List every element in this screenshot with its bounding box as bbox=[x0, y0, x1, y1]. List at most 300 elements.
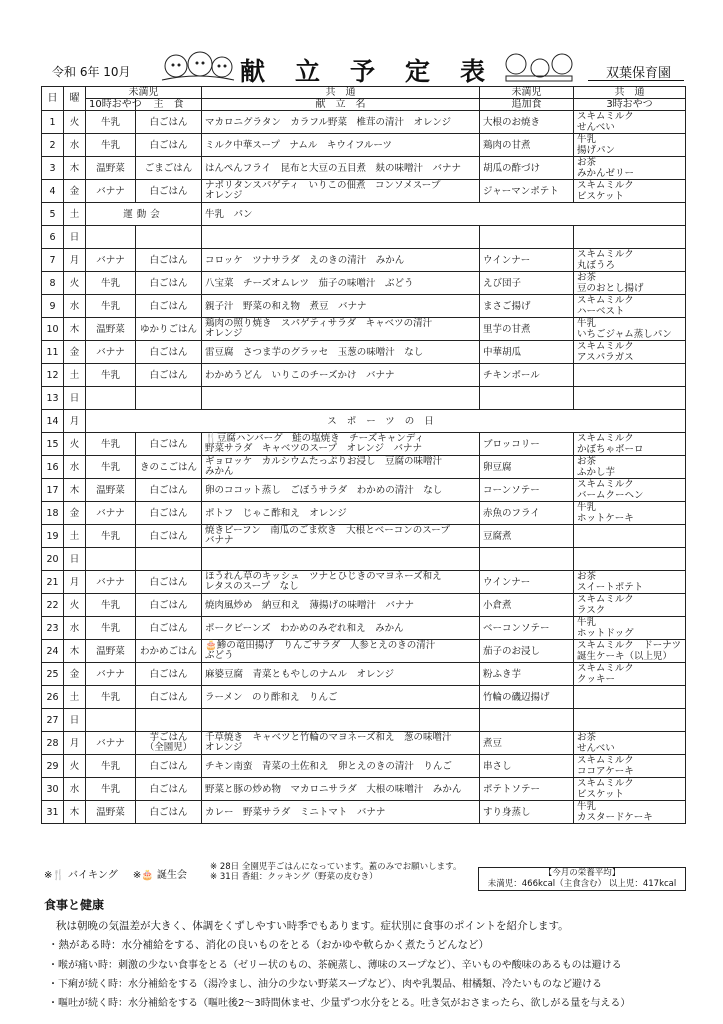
extra-food: 煮豆 bbox=[480, 732, 574, 755]
snack3 bbox=[574, 180, 686, 203]
weekday: 木 bbox=[64, 318, 86, 341]
menu-line: オレンジ bbox=[205, 328, 243, 339]
weekday: 水 bbox=[64, 295, 86, 318]
extra-food: 豆腐煮 bbox=[480, 525, 574, 548]
menu-row bbox=[42, 801, 686, 824]
snack3 bbox=[574, 456, 686, 479]
divider bbox=[588, 80, 684, 81]
menu-line: 雷豆腐 さつま芋のグラッセ 玉葱の味噌汁 なし bbox=[205, 346, 424, 358]
staple-text: 白ごはん bbox=[149, 507, 188, 519]
snack3 bbox=[574, 111, 686, 134]
extra-food: 赤魚のフライ bbox=[480, 502, 574, 525]
menu-row bbox=[42, 410, 686, 433]
snack3-food: 丸ぼうろ bbox=[577, 260, 616, 271]
staple-text: 白ごはん bbox=[149, 760, 188, 772]
snack3-drink: お茶 bbox=[577, 272, 597, 283]
snack3 bbox=[574, 387, 686, 410]
extra-food bbox=[480, 548, 574, 571]
staple bbox=[136, 548, 202, 571]
menu-line: 麻婆豆腐 青菜ともやしのナムル オレンジ bbox=[205, 668, 395, 680]
col-day: 日 bbox=[42, 87, 64, 111]
weekday: 水 bbox=[64, 778, 86, 801]
snack10: バナナ bbox=[86, 732, 136, 755]
snack3-drink: お茶 bbox=[577, 571, 597, 582]
extra-food: 大根のお焼き bbox=[480, 111, 574, 134]
menu-name bbox=[202, 502, 480, 525]
health-intro: 秋は朝晩の気温差が大きく、体調をくずしやすい時季でもあります。症状別に食事のポイントを紹介します。 bbox=[56, 920, 569, 932]
staple-text: 白ごはん bbox=[149, 783, 188, 795]
snack3-food: アスパラガス bbox=[577, 352, 634, 363]
day-number: 26 bbox=[42, 686, 64, 709]
menu-line: コロッケ ツナサラダ えのきの清汁 みかん bbox=[205, 254, 405, 266]
event-label: 運動会 bbox=[86, 203, 202, 226]
snack3 bbox=[574, 640, 686, 663]
menu-line: カレー 野菜サラダ ミニトマト バナナ bbox=[205, 806, 386, 818]
menu-row bbox=[42, 617, 686, 640]
staple-text: 白ごはん bbox=[149, 116, 188, 128]
snack10 bbox=[86, 226, 136, 249]
menu-row bbox=[42, 594, 686, 617]
staple bbox=[136, 801, 202, 824]
snack3-food: かぼちゃボーロ bbox=[577, 444, 644, 455]
menu-line: はんぺんフライ 昆布と大豆の五目煮 麸の味噌汁 バナナ bbox=[205, 162, 462, 174]
col-extra: 追加食 bbox=[480, 99, 574, 111]
weekday: 水 bbox=[64, 134, 86, 157]
snack3 bbox=[574, 502, 686, 525]
legend-viking: バイキング bbox=[68, 870, 118, 881]
page-title: 献立予定表 bbox=[240, 57, 516, 86]
menu-row bbox=[42, 571, 686, 594]
day-number: 20 bbox=[42, 548, 64, 571]
col-snack3: 3時おやつ bbox=[574, 99, 686, 111]
staple-text: 白ごはん bbox=[149, 576, 188, 588]
staple bbox=[136, 686, 202, 709]
snack3-drink: スキムミルク bbox=[577, 180, 634, 191]
weekday: 火 bbox=[64, 272, 86, 295]
col-common2: 共 通 bbox=[574, 87, 686, 99]
weekday: 火 bbox=[64, 594, 86, 617]
menu-line: チキン南蛮 青菜の土佐和え 卵とえのきの清汁 りんご bbox=[205, 760, 452, 772]
snack3 bbox=[574, 433, 686, 456]
snack3-food: ラスク bbox=[577, 605, 606, 616]
snack10: バナナ bbox=[86, 249, 136, 272]
col-weekday: 曜 bbox=[64, 87, 86, 111]
health-heading: 食事と健康 bbox=[44, 898, 105, 912]
menu-name bbox=[202, 387, 480, 410]
weekday: 金 bbox=[64, 341, 86, 364]
weekday: 月 bbox=[64, 410, 86, 433]
menu-row bbox=[42, 272, 686, 295]
extra-food: 串さし bbox=[480, 755, 574, 778]
snack3-drink: スキムミルク bbox=[577, 295, 634, 306]
menu-line: 鯵の竜田揚げ りんごサラダ 人参とえのきの清汁 bbox=[216, 639, 436, 651]
day-number: 6 bbox=[42, 226, 64, 249]
snack3-drink: 牛乳 bbox=[577, 318, 597, 329]
weekday: 月 bbox=[64, 732, 86, 755]
weekday: 金 bbox=[64, 502, 86, 525]
menu-name bbox=[202, 433, 480, 456]
cake-icon: 🎂 bbox=[205, 639, 217, 651]
snack3-drink: スキムミルク ドーナツ bbox=[577, 640, 682, 651]
extra-food: まさご揚げ bbox=[480, 295, 574, 318]
staple bbox=[136, 111, 202, 134]
staple-text: 白ごはん bbox=[149, 599, 188, 611]
menu-line: 豆腐ハンバーグ 鮭の塩焼き チーズキャンディ bbox=[216, 432, 424, 444]
snack3-drink: 牛乳 bbox=[577, 502, 597, 513]
staple bbox=[136, 732, 202, 755]
day-number: 10 bbox=[42, 318, 64, 341]
snack3-drink: 牛乳 bbox=[577, 134, 597, 145]
menu-name bbox=[202, 755, 480, 778]
snack3 bbox=[574, 479, 686, 502]
menu-line: オレンジ bbox=[205, 190, 243, 201]
snack3 bbox=[574, 686, 686, 709]
menu-line: オレンジ bbox=[205, 742, 243, 753]
staple-text: 白ごはん bbox=[149, 369, 188, 381]
snack3 bbox=[574, 525, 686, 548]
menu-line: 千草焼き キャベツと竹輪のマヨネーズ和え 葱の味噌汁 bbox=[205, 731, 452, 743]
health-item-2: ・喉が痛い時：刺激の少ない食事をとる（ゼリー状のもの、茶碗蒸し、薄味のスープなど）、辛いものや酸味のあるものは避ける bbox=[48, 960, 622, 971]
snack3-food: クッキー bbox=[577, 674, 616, 685]
menu-row bbox=[42, 341, 686, 364]
snack10: 牛乳 bbox=[86, 433, 136, 456]
staple-text: 白ごはん bbox=[149, 139, 188, 151]
staple bbox=[136, 778, 202, 801]
extra-food: 竹輪の磯辺揚げ bbox=[480, 686, 574, 709]
snack3-drink: お茶 bbox=[577, 732, 597, 743]
staple bbox=[136, 364, 202, 387]
extra-food: 粉ふき芋 bbox=[480, 663, 574, 686]
staple-text: 白ごはん bbox=[149, 622, 188, 634]
staple bbox=[136, 433, 202, 456]
day-number: 30 bbox=[42, 778, 64, 801]
menu-name bbox=[202, 318, 480, 341]
snack3 bbox=[574, 594, 686, 617]
menu-name bbox=[202, 525, 480, 548]
snack10: バナナ bbox=[86, 663, 136, 686]
snack3 bbox=[574, 157, 686, 180]
snack3-food: ふかし芋 bbox=[577, 467, 616, 478]
menu-line: ほうれん草のキッシュ ツナとひじきのマヨネーズ和え bbox=[205, 570, 442, 582]
snack3-food: せんべい bbox=[577, 743, 615, 754]
menu-name: 牛乳 パン bbox=[202, 203, 686, 226]
day-number: 5 bbox=[42, 203, 64, 226]
weekday: 月 bbox=[64, 249, 86, 272]
snack10: 牛乳 bbox=[86, 364, 136, 387]
staple-text: きのこごはん bbox=[139, 461, 197, 473]
menu-name bbox=[202, 111, 480, 134]
menu-row bbox=[42, 387, 686, 410]
weekday: 日 bbox=[64, 709, 86, 732]
viking-icon: ※🍴 bbox=[44, 870, 65, 881]
snack10: 牛乳 bbox=[86, 456, 136, 479]
col-snack10: 10時おやつ bbox=[86, 99, 136, 111]
snack10 bbox=[86, 709, 136, 732]
extra-food: 中華胡瓜 bbox=[480, 341, 574, 364]
snack10: 温野菜 bbox=[86, 479, 136, 502]
snack10: 牛乳 bbox=[86, 295, 136, 318]
snack3-food: せんべい bbox=[577, 122, 615, 133]
menu-line: ラーメン のり酢和え りんご bbox=[205, 691, 338, 703]
extra-food: ジャーマンポテト bbox=[480, 180, 574, 203]
snack3-drink: スキムミルク bbox=[577, 341, 634, 352]
day-number: 21 bbox=[42, 571, 64, 594]
col-menu-name: 献 立 名 bbox=[202, 99, 480, 111]
menu-rows bbox=[42, 111, 686, 824]
staple bbox=[136, 479, 202, 502]
nutrition-title: 【今月の栄養平均】 bbox=[543, 868, 621, 878]
extra-food: 鶏肉の甘煮 bbox=[480, 134, 574, 157]
menu-row bbox=[42, 226, 686, 249]
snack3 bbox=[574, 364, 686, 387]
snack10: 温野菜 bbox=[86, 801, 136, 824]
weekday: 火 bbox=[64, 755, 86, 778]
menu-name bbox=[202, 249, 480, 272]
staple-text: 白ごはん bbox=[149, 277, 188, 289]
extra-food: 茄子のお浸し bbox=[480, 640, 574, 663]
day-number: 19 bbox=[42, 525, 64, 548]
weekday: 土 bbox=[64, 525, 86, 548]
menu-name bbox=[202, 571, 480, 594]
menu-row bbox=[42, 548, 686, 571]
menu-name bbox=[202, 479, 480, 502]
staple-text: ゆかりごはん bbox=[139, 323, 197, 335]
snack3 bbox=[574, 272, 686, 295]
menu-row bbox=[42, 134, 686, 157]
snack10: 牛乳 bbox=[86, 272, 136, 295]
menu-line: 鶏肉の照り焼き スパゲティサラダ キャベツの清汁 bbox=[205, 317, 433, 329]
weekday: 日 bbox=[64, 548, 86, 571]
menu-line: ポトフ じゃこ酢和え オレンジ bbox=[205, 507, 347, 519]
staple bbox=[136, 226, 202, 249]
snack3-drink: スキムミルク bbox=[577, 778, 634, 789]
weekday: 土 bbox=[64, 203, 86, 226]
extra-food: 小倉煮 bbox=[480, 594, 574, 617]
snack10: 牛乳 bbox=[86, 594, 136, 617]
weekday: 日 bbox=[64, 226, 86, 249]
weekday: 月 bbox=[64, 571, 86, 594]
weekday: 火 bbox=[64, 433, 86, 456]
staple bbox=[136, 387, 202, 410]
snack3-food: ホットケーキ bbox=[577, 513, 634, 524]
note-1: ※ 28日 全園児芋ごはんになっています。蓋のみでお願いします。 bbox=[210, 862, 462, 872]
notes bbox=[210, 862, 462, 882]
day-number: 16 bbox=[42, 456, 64, 479]
snack3-drink: 牛乳 bbox=[577, 801, 597, 812]
staple bbox=[136, 318, 202, 341]
menu-line: ミルク中華スープ ナムル キウイフルーツ bbox=[205, 139, 393, 151]
snack3-food: みかんゼリー bbox=[577, 168, 635, 179]
snack3-food: スイートポテト bbox=[577, 582, 644, 593]
snack3 bbox=[574, 617, 686, 640]
weekday: 土 bbox=[64, 686, 86, 709]
kids-illustration-right bbox=[500, 46, 580, 84]
menu-name bbox=[202, 663, 480, 686]
snack3-drink: スキムミルク bbox=[577, 663, 634, 674]
staple bbox=[136, 295, 202, 318]
extra-food bbox=[480, 387, 574, 410]
menu-row bbox=[42, 502, 686, 525]
snack10: バナナ bbox=[86, 502, 136, 525]
staple-text: 白ごはん bbox=[149, 185, 188, 197]
menu-name bbox=[202, 732, 480, 755]
day-number: 22 bbox=[42, 594, 64, 617]
weekday: 火 bbox=[64, 111, 86, 134]
menu-name bbox=[202, 801, 480, 824]
menu-row bbox=[42, 203, 686, 226]
menu-line: 野菜と豚の炒め物 マカロニサラダ 大根の味噌汁 みかん bbox=[205, 783, 462, 795]
snack3 bbox=[574, 226, 686, 249]
snack10: 温野菜 bbox=[86, 640, 136, 663]
day-number: 8 bbox=[42, 272, 64, 295]
staple bbox=[136, 180, 202, 203]
day-number: 2 bbox=[42, 134, 64, 157]
extra-food: えび団子 bbox=[480, 272, 574, 295]
menu-line: 親子汁 野菜の和え物 煮豆 バナナ bbox=[205, 300, 367, 312]
snack3-drink: お茶 bbox=[577, 157, 597, 168]
staple-note: （全園児） bbox=[144, 742, 193, 753]
weekday: 金 bbox=[64, 180, 86, 203]
snack3-drink: スキムミルク bbox=[577, 755, 634, 766]
day-number: 4 bbox=[42, 180, 64, 203]
snack10 bbox=[86, 387, 136, 410]
menu-line: 野菜サラダ キャベツのスープ オレンジ バナナ bbox=[205, 443, 422, 454]
staple bbox=[136, 249, 202, 272]
snack3 bbox=[574, 249, 686, 272]
snack3 bbox=[574, 318, 686, 341]
menu-name bbox=[202, 686, 480, 709]
snack10 bbox=[86, 548, 136, 571]
snack10: バナナ bbox=[86, 180, 136, 203]
staple bbox=[136, 663, 202, 686]
menu-name bbox=[202, 617, 480, 640]
menu-name bbox=[202, 341, 480, 364]
extra-food bbox=[480, 226, 574, 249]
snack3-drink: スキムミルク bbox=[577, 111, 634, 122]
snack3-food: 豆のおとし揚げ bbox=[577, 283, 644, 294]
staple-text: 白ごはん bbox=[149, 300, 188, 312]
holiday-label: スポーツの日 bbox=[86, 410, 686, 433]
day-number: 13 bbox=[42, 387, 64, 410]
weekday: 木 bbox=[64, 640, 86, 663]
health-item-4: ・嘔吐が続く時：水分補給をする（嘔吐後2〜3時間休ませ、少量ずつ水分をとる。吐き気がおさまったら、欲しがる量を与える） bbox=[48, 998, 631, 1009]
weekday: 水 bbox=[64, 456, 86, 479]
menu-row bbox=[42, 663, 686, 686]
col-toddler: 未満児 bbox=[86, 87, 202, 99]
menu-row bbox=[42, 318, 686, 341]
extra-food: 胡瓜の酢づけ bbox=[480, 157, 574, 180]
staple bbox=[136, 571, 202, 594]
snack3 bbox=[574, 341, 686, 364]
school-name: 双葉保育園 bbox=[606, 66, 672, 81]
snack10: 牛乳 bbox=[86, 525, 136, 548]
snack10: 牛乳 bbox=[86, 111, 136, 134]
staple-text: 芋ごはん bbox=[149, 732, 188, 743]
staple bbox=[136, 755, 202, 778]
snack3-drink: 牛乳 bbox=[577, 617, 597, 628]
staple-text: わかめごはん bbox=[139, 645, 197, 657]
menu-name bbox=[202, 640, 480, 663]
snack3 bbox=[574, 134, 686, 157]
viking-icon: 🍴 bbox=[205, 432, 217, 444]
staple bbox=[136, 456, 202, 479]
snack10: 温野菜 bbox=[86, 157, 136, 180]
snack3 bbox=[574, 755, 686, 778]
day-number: 28 bbox=[42, 732, 64, 755]
snack3 bbox=[574, 801, 686, 824]
menu-name bbox=[202, 548, 480, 571]
day-number: 7 bbox=[42, 249, 64, 272]
snack3-food: バームクーヘン bbox=[577, 490, 644, 501]
kids-illustration-left bbox=[158, 46, 236, 84]
menu-row bbox=[42, 732, 686, 755]
health-item-3: ・下痢が続く時：水分補給をする（湯冷まし、油分の少ない野菜スープなど）、肉や乳製品、柑橘類、冷たいものなど避ける bbox=[48, 979, 602, 990]
menu-row bbox=[42, 111, 686, 134]
snack3 bbox=[574, 663, 686, 686]
snack3-food: ビスケット bbox=[577, 191, 625, 202]
snack3-food: カスタードケーキ bbox=[577, 812, 653, 823]
menu-name bbox=[202, 456, 480, 479]
staple bbox=[136, 525, 202, 548]
staple-text: 白ごはん bbox=[149, 346, 188, 358]
snack3-food: いちごジャム蒸しパン bbox=[577, 329, 672, 340]
extra-food: 卵豆腐 bbox=[480, 456, 574, 479]
menu-name bbox=[202, 295, 480, 318]
day-number: 27 bbox=[42, 709, 64, 732]
menu-line: マカロニグラタン カラフル野菜 椎茸の清汁 オレンジ bbox=[205, 116, 452, 128]
col-staple: 主 食 bbox=[136, 99, 202, 111]
menu-row bbox=[42, 640, 686, 663]
menu-line: みかん bbox=[205, 466, 234, 477]
staple bbox=[136, 617, 202, 640]
menu-row bbox=[42, 249, 686, 272]
menu-row bbox=[42, 364, 686, 387]
health-item-1: ・熱がある時：水分補給をする、消化の良いものをとる（おかゆや軟らかく煮たうどんなど） bbox=[48, 939, 489, 951]
menu-name bbox=[202, 364, 480, 387]
snack3-drink: スキムミルク bbox=[577, 433, 634, 444]
staple bbox=[136, 502, 202, 525]
col-common: 共 通 bbox=[202, 87, 480, 99]
day-number: 25 bbox=[42, 663, 64, 686]
staple bbox=[136, 272, 202, 295]
weekday: 日 bbox=[64, 387, 86, 410]
weekday: 木 bbox=[64, 157, 86, 180]
menu-name bbox=[202, 594, 480, 617]
menu-row bbox=[42, 525, 686, 548]
extra-food: ウインナー bbox=[480, 571, 574, 594]
staple-text: 白ごはん bbox=[149, 254, 188, 266]
menu-line: ナポリタンスパゲティ いりこの佃煮 コンソメスープ bbox=[205, 179, 441, 191]
staple bbox=[136, 709, 202, 732]
snack3-drink: お茶 bbox=[577, 456, 597, 467]
snack3-food: ホットドッグ bbox=[577, 628, 634, 639]
menu-name bbox=[202, 272, 480, 295]
menu-name bbox=[202, 709, 480, 732]
snack3 bbox=[574, 778, 686, 801]
menu-row bbox=[42, 479, 686, 502]
snack3-drink: スキムミルク bbox=[577, 479, 634, 490]
legend-bday: 誕生会 bbox=[156, 870, 187, 881]
staple bbox=[136, 594, 202, 617]
note-2: ※ 31日 香組：クッキング（野菜の皮むき） bbox=[210, 872, 378, 882]
weekday: 木 bbox=[64, 801, 86, 824]
menu-row bbox=[42, 157, 686, 180]
snack10: 牛乳 bbox=[86, 778, 136, 801]
day-number: 12 bbox=[42, 364, 64, 387]
menu-row bbox=[42, 180, 686, 203]
snack10: 牛乳 bbox=[86, 134, 136, 157]
nutrition-body: 未満児：466kcal（主食含む） 以上児：417kcal bbox=[487, 879, 677, 889]
